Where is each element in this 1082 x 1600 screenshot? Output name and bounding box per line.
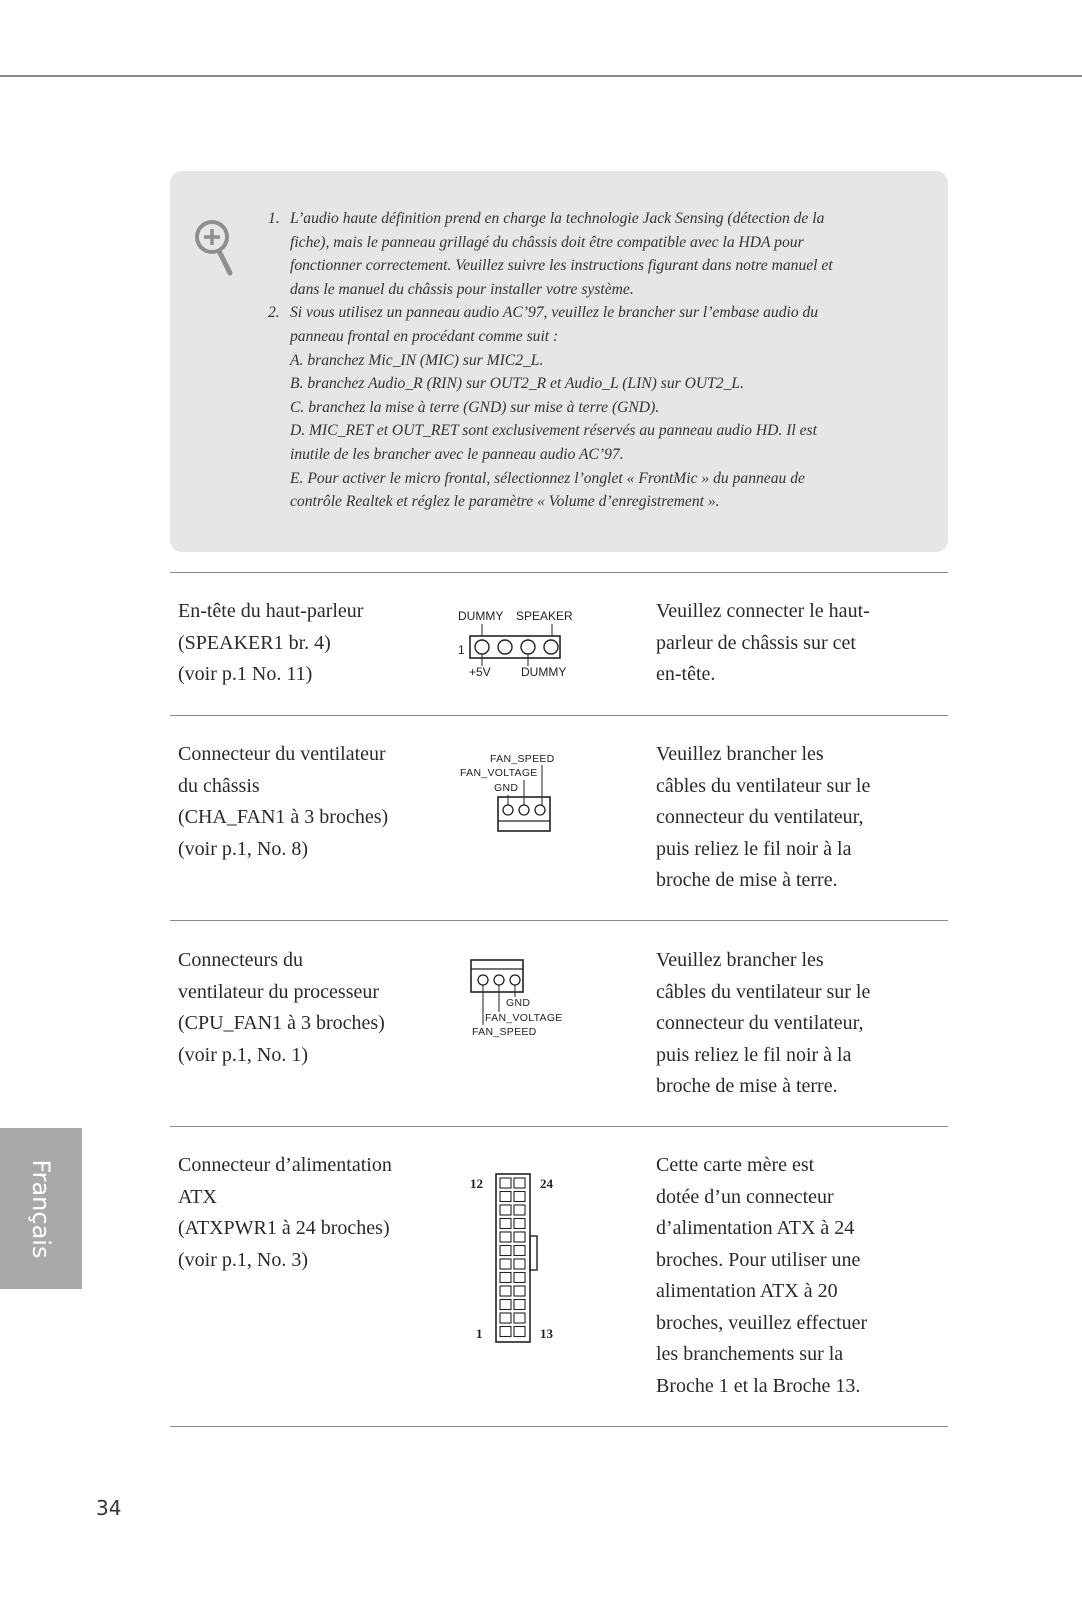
diagram-label: 12 [470,1176,483,1191]
atx-pin [500,1259,511,1269]
description-line: d’alimentation ATX à 24 [656,1217,855,1239]
atx-pin [514,1219,525,1229]
connector-row-speaker [170,596,948,706]
atx-pin [514,1300,525,1310]
connector-name-line: Connecteur d’alimentation [178,1154,392,1176]
table-divider [170,920,948,921]
note-line: A. branchez Mic_IN (MIC) sur MIC2_L. [290,351,544,369]
atx-pin [500,1327,511,1337]
description-line: Veuillez brancher les [656,743,824,765]
diagram-label: FAN_VOLTAGE [460,767,538,779]
description-line: broche de mise à terre. [656,1075,838,1097]
description-line: broches. Pour utiliser une [656,1248,861,1271]
note-item-number: 2. [268,304,280,322]
connector-name [178,1150,428,1276]
note-line: dans le manuel du châssis pour installer votre système. [290,280,634,298]
magnifier-plus-icon [192,217,236,279]
note-line: fiche), mais le panneau grillagé du châssis doit être compatible avec la HDA pour [290,233,804,251]
note-line: B. branchez Audio_R (RIN) sur OUT2_R et Audio_L (LIN) sur OUT2_L. [290,375,744,393]
note-item-number: 1. [268,210,280,227]
diagram-label: 13 [540,1326,553,1341]
connector-name-line: (ATXPWR1 à 24 broches) [178,1217,390,1239]
language-label: Français [27,1159,55,1258]
atx-pin [500,1286,511,1296]
connector-description [656,945,896,1103]
description-line: Veuillez brancher les [656,949,824,971]
atx-pin [514,1273,525,1283]
table-divider [170,1426,948,1427]
connector-name-line: (voir p.1 No. 11) [178,663,313,685]
diagram-label: SPEAKER [516,609,573,623]
atx-pin [514,1205,525,1215]
atx-pin [514,1178,525,1188]
description-line: connecteur du ventilateur, [656,1012,864,1034]
chassis-fan-diagram [460,753,570,839]
connector-name-line: (voir p.1, No. 8) [178,837,308,860]
connector-row-cpu-fan [170,945,948,1115]
connector-name-line: (SPEAKER1 br. 4) [178,631,331,654]
description-line: alimentation ATX à 20 [656,1280,838,1302]
atx-pin [500,1219,511,1229]
table-divider [170,572,948,573]
cpu-fan-diagram [470,959,580,1045]
description-line: parleur de châssis sur cet [656,631,856,654]
connector-description [656,1150,896,1402]
note-item [268,207,868,301]
description-line: dotée d’un connecteur [656,1185,834,1208]
note-line: C. branchez la mise à terre (GND) sur mise à terre (GND). [290,398,660,416]
diagram-label: 1 [476,1326,483,1341]
atx-pin [514,1259,525,1269]
description-line: Cette carte mère est [656,1154,815,1176]
diagram-label: GND [506,997,531,1009]
diagram-label: FAN_SPEED [490,753,555,765]
connector-name [178,945,428,1071]
description-line: les branchements sur la [656,1343,844,1365]
atx-pin [514,1246,525,1256]
atx-pin-grid [500,1178,525,1337]
atx-pin [500,1300,511,1310]
atx-pin [500,1178,511,1188]
connector-description [656,739,896,897]
description-line: connecteur du ventilateur, [656,806,864,828]
connector-description [656,596,896,691]
atx-pin [500,1192,511,1202]
atx-pin [500,1205,511,1215]
atx-pin [514,1327,525,1337]
language-side-tab [0,1128,82,1289]
description-line: câbles du ventilateur sur le [656,774,871,797]
diagram-label: GND [494,782,519,794]
note-item [268,301,868,513]
note-box [170,171,948,552]
note-line: fonctionner correctement. Veuillez suivre les instructions figurant dans notre manuel et [290,257,833,275]
atx-pin [514,1286,525,1296]
table-divider [170,1126,948,1127]
atx-pin [500,1273,511,1283]
diagram-label: FAN_SPEED [472,1026,537,1038]
description-line: broche de mise à terre. [656,869,838,891]
page-number: 34 [96,1496,122,1520]
description-line: broches, veuillez effectuer [656,1311,868,1334]
atx-pin [500,1232,511,1242]
diagram-label: FAN_VOLTAGE [485,1012,563,1024]
connector-name-line: ATX [178,1185,217,1208]
note-line: Si vous utilisez un panneau audio AC’97, veuillez le brancher sur l’embase audio du [290,304,819,322]
connector-name [178,596,428,691]
atx-power-diagram [470,1170,570,1352]
note-line: contrôle Realtek et réglez le paramètre « Volume d’enregistrement ». [290,493,720,511]
description-line: Broche 1 et la Broche 13. [656,1374,861,1397]
description-line: puis reliez le fil noir à la [656,837,852,860]
table-divider [170,715,948,716]
note-line: panneau frontal en procédant comme suit : [290,327,559,345]
connector-row-chassis-fan [170,739,948,909]
connector-name-line: (voir p.1, No. 1) [178,1043,308,1066]
atx-pin [514,1313,525,1323]
description-line: Veuillez connecter le haut- [656,600,870,622]
connector-name-line: (CHA_FAN1 à 3 broches) [178,806,389,828]
connector-name-line: Connecteur du ventilateur [178,743,386,765]
diagram-label: DUMMY [521,665,567,679]
connector-name-line: (voir p.1, No. 3) [178,1248,308,1271]
diagram-label: DUMMY [458,609,504,623]
diagram-label: 1 [458,643,465,657]
diagram-label: +5V [469,665,491,679]
note-line: E. Pour activer le micro frontal, sélectionnez l’onglet « FrontMic » du panneau de [290,469,805,487]
atx-pin [514,1192,525,1202]
connector-row-atx-power [170,1150,948,1420]
note-line: L’audio haute définition prend en charge la technologie Jack Sensing (détection de la [290,210,825,227]
connector-name-line: (CPU_FAN1 à 3 broches) [178,1012,385,1034]
note-line: D. MIC_RET et OUT_RET sont exclusivement réservés au panneau audio HD. Il est [290,422,817,440]
connector-name-line: du châssis [178,774,260,797]
speaker-header-diagram [448,610,588,678]
connector-name [178,739,428,865]
atx-pin [500,1246,511,1256]
connector-name-line: En-tête du haut-parleur [178,600,364,622]
description-line: en-tête. [656,663,716,685]
description-line: puis reliez le fil noir à la [656,1043,852,1066]
connector-name-line: Connecteurs du [178,949,303,971]
note-list [268,207,868,514]
atx-pin [500,1313,511,1323]
description-line: câbles du ventilateur sur le [656,980,871,1003]
note-line: inutile de les brancher avec le panneau audio AC’97. [290,445,624,463]
atx-pin [514,1232,525,1242]
diagram-label: 24 [540,1176,553,1191]
connector-name-line: ventilateur du processeur [178,980,380,1003]
header-rule [0,75,1082,77]
